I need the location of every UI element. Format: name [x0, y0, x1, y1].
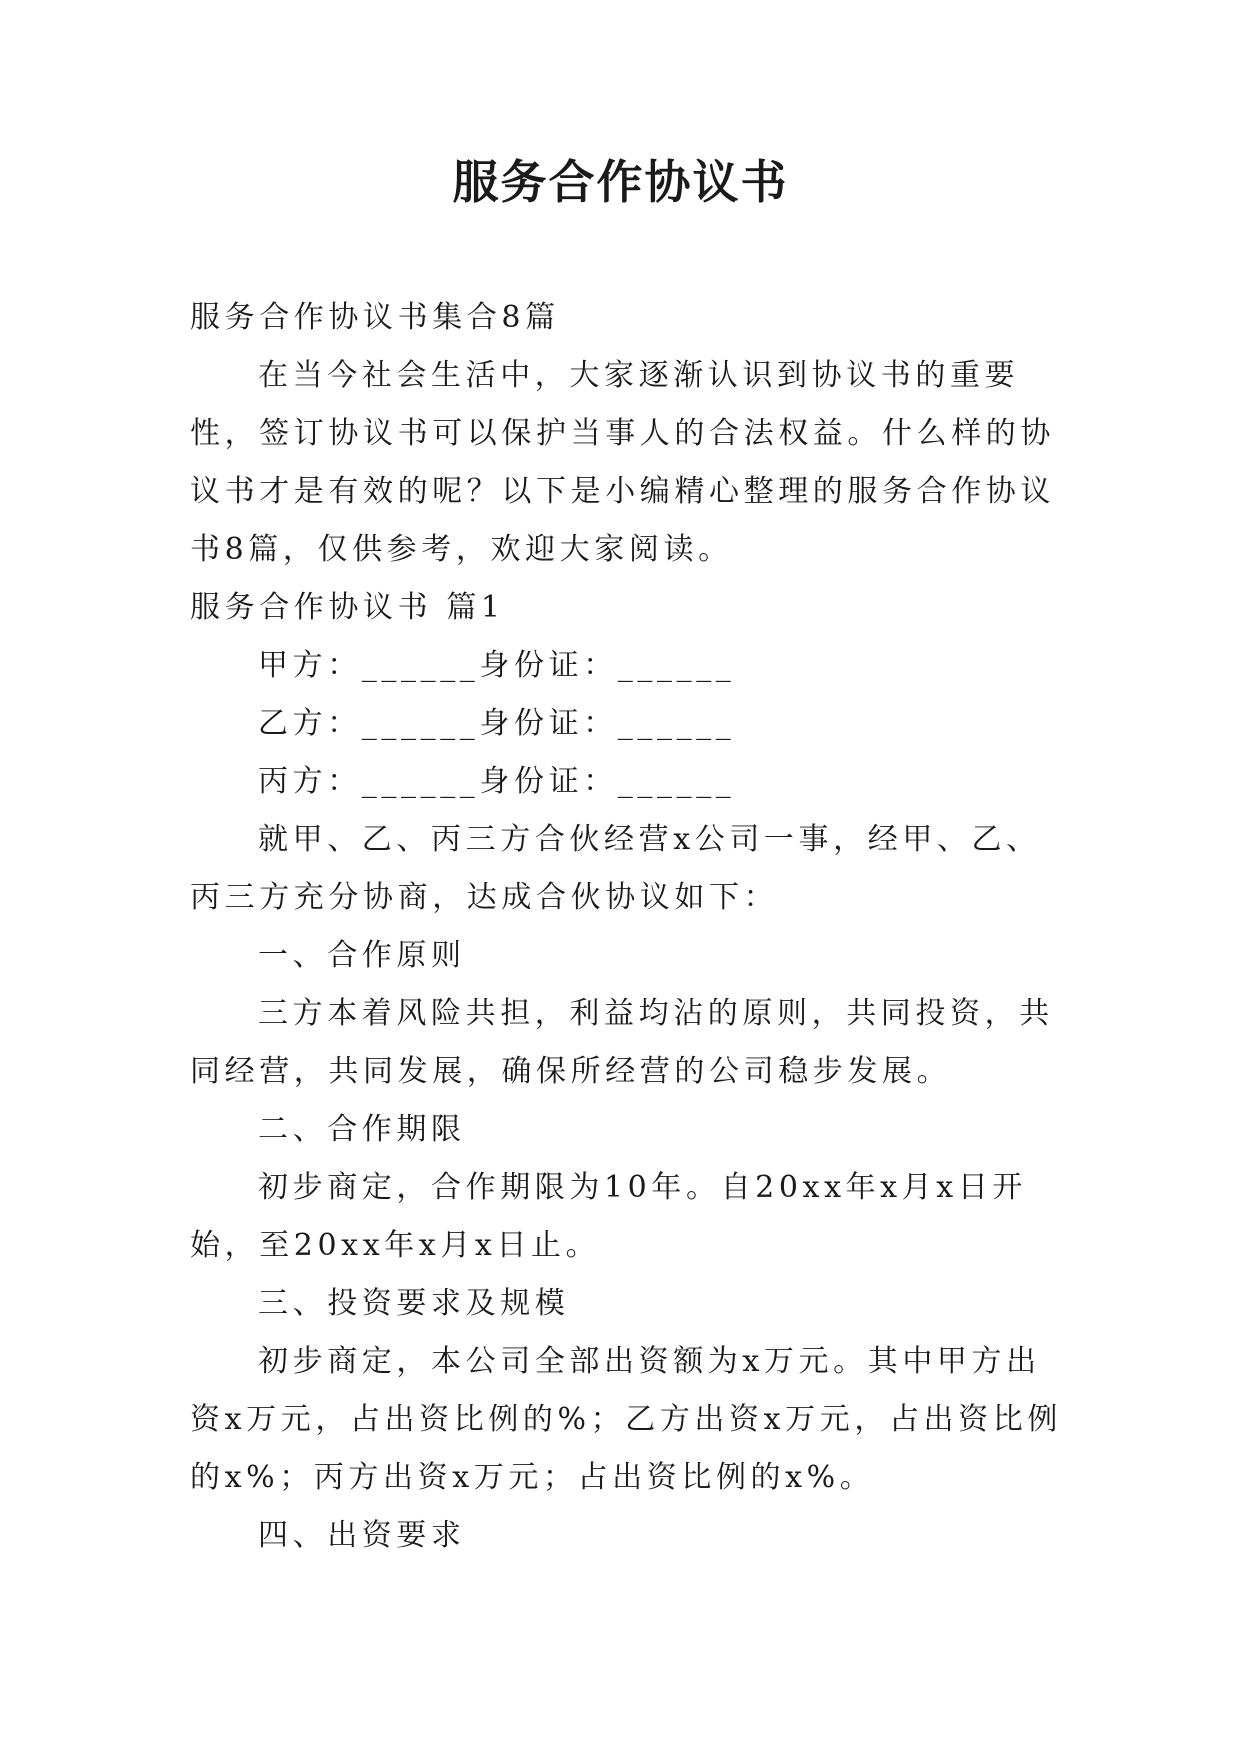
- document-title: 服务合作协议书: [452, 155, 789, 209]
- clause-heading-principle: 一、合作原则: [258, 938, 466, 973]
- paragraph-agreement-preamble: 就甲、乙、丙三方合伙经营x公司一事，经甲、乙、丙三方充分协商，达成合伙协议如下：: [190, 822, 1041, 915]
- paragraph-party-a: 甲方：______身份证：______: [258, 648, 736, 683]
- clause-body-investment: 初步商定，本公司全部出资额为x万元。其中甲方出资x万元，占出资比例的%；乙方出资x万元，占出资比例的x%；丙方出资x万元；占出资比例的x%。: [190, 1344, 1062, 1495]
- clause-body-term: 初步商定，合作期限为10年。自20xx年x月x日开始，至20xx年x月x日止。: [190, 1170, 1028, 1263]
- document-body: [190, 289, 1070, 1565]
- clause-heading-term: 二、合作期限: [258, 1112, 466, 1147]
- paragraph-collection-heading: 服务合作协议书集合8篇: [190, 300, 560, 335]
- paragraph-intro: 在当今社会生活中，大家逐渐认识到协议书的重要性，签订协议书可以保护当事人的合法权益。什么样的协议书才是有效的呢？以下是小编精心整理的服务合作协议书8篇，仅供参考，欢迎大家阅读。: [190, 358, 1055, 567]
- paragraph-party-b: 乙方：______身份证：______: [258, 706, 736, 741]
- paragraph-party-c: 丙方：______身份证：______: [258, 764, 736, 799]
- paragraph-section-heading: 服务合作协议书 篇1: [190, 590, 505, 625]
- clause-body-principle: 三方本着风险共担，利益均沾的原则，共同投资，共同经营，共同发展，确保所经营的公司稳步发展。: [190, 996, 1054, 1089]
- clause-heading-investment: 三、投资要求及规模: [258, 1286, 570, 1321]
- clause-heading-contribution: 四、出资要求: [258, 1518, 466, 1553]
